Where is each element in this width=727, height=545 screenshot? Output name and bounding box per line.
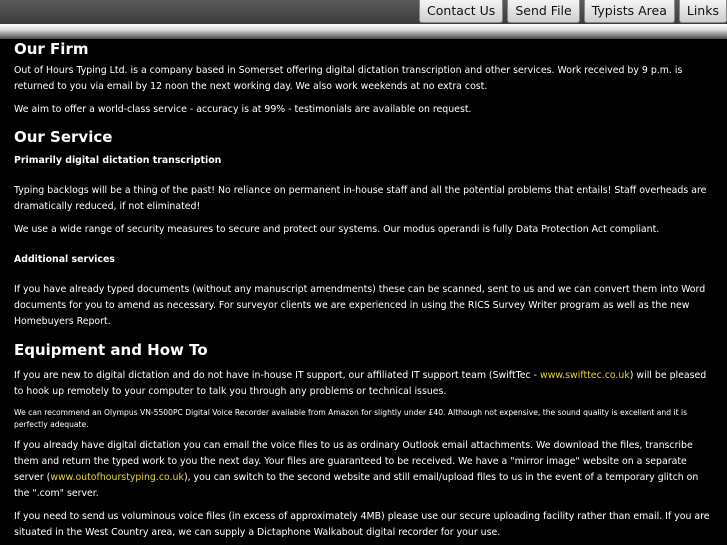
equipment-email-text: If you already have digital dictation you can email the voice files to us as ordinary Outlook email attachments. We download the files, transcribe them and return the typed work to you the next day. Your files are guaranteed to be received. We have a "mirror image" website on a separate server (www.outofhourstyping.co.uk), you can switch to the second website and still email/upload files to us in the event of a temporary glitch on the ".com" server. xyxy=(14,440,699,499)
mirror-site-link[interactable]: www.outofhourstyping.co.uk xyxy=(50,472,184,483)
swifttec-link[interactable]: www.swifttec.co.uk xyxy=(540,370,630,381)
subheading-additional-services: Additional services xyxy=(14,254,115,265)
service-security-text: We use a wide range of security measures to secure and protect our systems. Our modus operandi is fully Data Protection Act compliant. xyxy=(14,224,660,235)
tab-links[interactable]: Links xyxy=(679,0,727,23)
equipment-it-support-text: If you are new to digital dictation and do not have in-house IT support, our affiliated IT support team (SwiftTec - www.swifttec.co.uk) will be pleased to hook up remotely to your computer to talk you through any problems or technical issues. xyxy=(14,370,707,397)
heading-our-firm: Our Firm xyxy=(14,40,89,58)
tab-send-file[interactable]: Send File xyxy=(507,0,579,23)
heading-our-service: Our Service xyxy=(14,128,113,146)
subheading-dictation: Primarily digital dictation transcription xyxy=(14,155,222,166)
tab-typists-area[interactable]: Typists Area xyxy=(584,0,675,23)
equipment-upload-text: If you need to send us voluminous voice files (in excess of approximately 4MB) please use our secure uploading facility rather than email. If you are situated in the West Country area, we can supply a Dictaphone Walkabout digital recorder for your use. xyxy=(14,511,710,538)
main-content xyxy=(14,38,710,541)
heading-equipment: Equipment and How To xyxy=(14,341,208,359)
service-scanning-text: If you have already typed documents (without any manuscript amendments) these can be scanned, sent to us and we can convert them into Word documents for you to amend as necessary. For surveyor clients we are experienced in using the RICS Survey Writer program as well as the new Homebuyers Report. xyxy=(14,284,706,327)
our-firm-accuracy: We aim to offer a world-class service - accuracy is at 99% - testimonials are available on request. xyxy=(14,104,472,115)
header-divider xyxy=(0,24,727,39)
nav-tabs xyxy=(419,0,727,23)
our-firm-intro: Out of Hours Typing Ltd. is a company based in Somerset offering digital dictation transcription and other services. Work received by 9 p.m. is returned to you via email by 12 noon the next working day. We also work weekends at no extra cost. xyxy=(14,65,683,92)
tab-contact-us[interactable]: Contact Us xyxy=(419,0,503,23)
top-nav-bar xyxy=(0,0,727,24)
equipment-recorder-text: We can recommend an Olympus VN-5500PC Digital Voice Recorder available from Amazon for slightly under £40. Although not expensive, the sound quality is excellent and it is perfectly adequate. xyxy=(14,408,688,429)
service-backlogs-text: Typing backlogs will be a thing of the past! No reliance on permanent in-house staff and all the potential problems that entails! Staff overheads are dramatically reduced, if not eliminated! xyxy=(14,185,707,212)
